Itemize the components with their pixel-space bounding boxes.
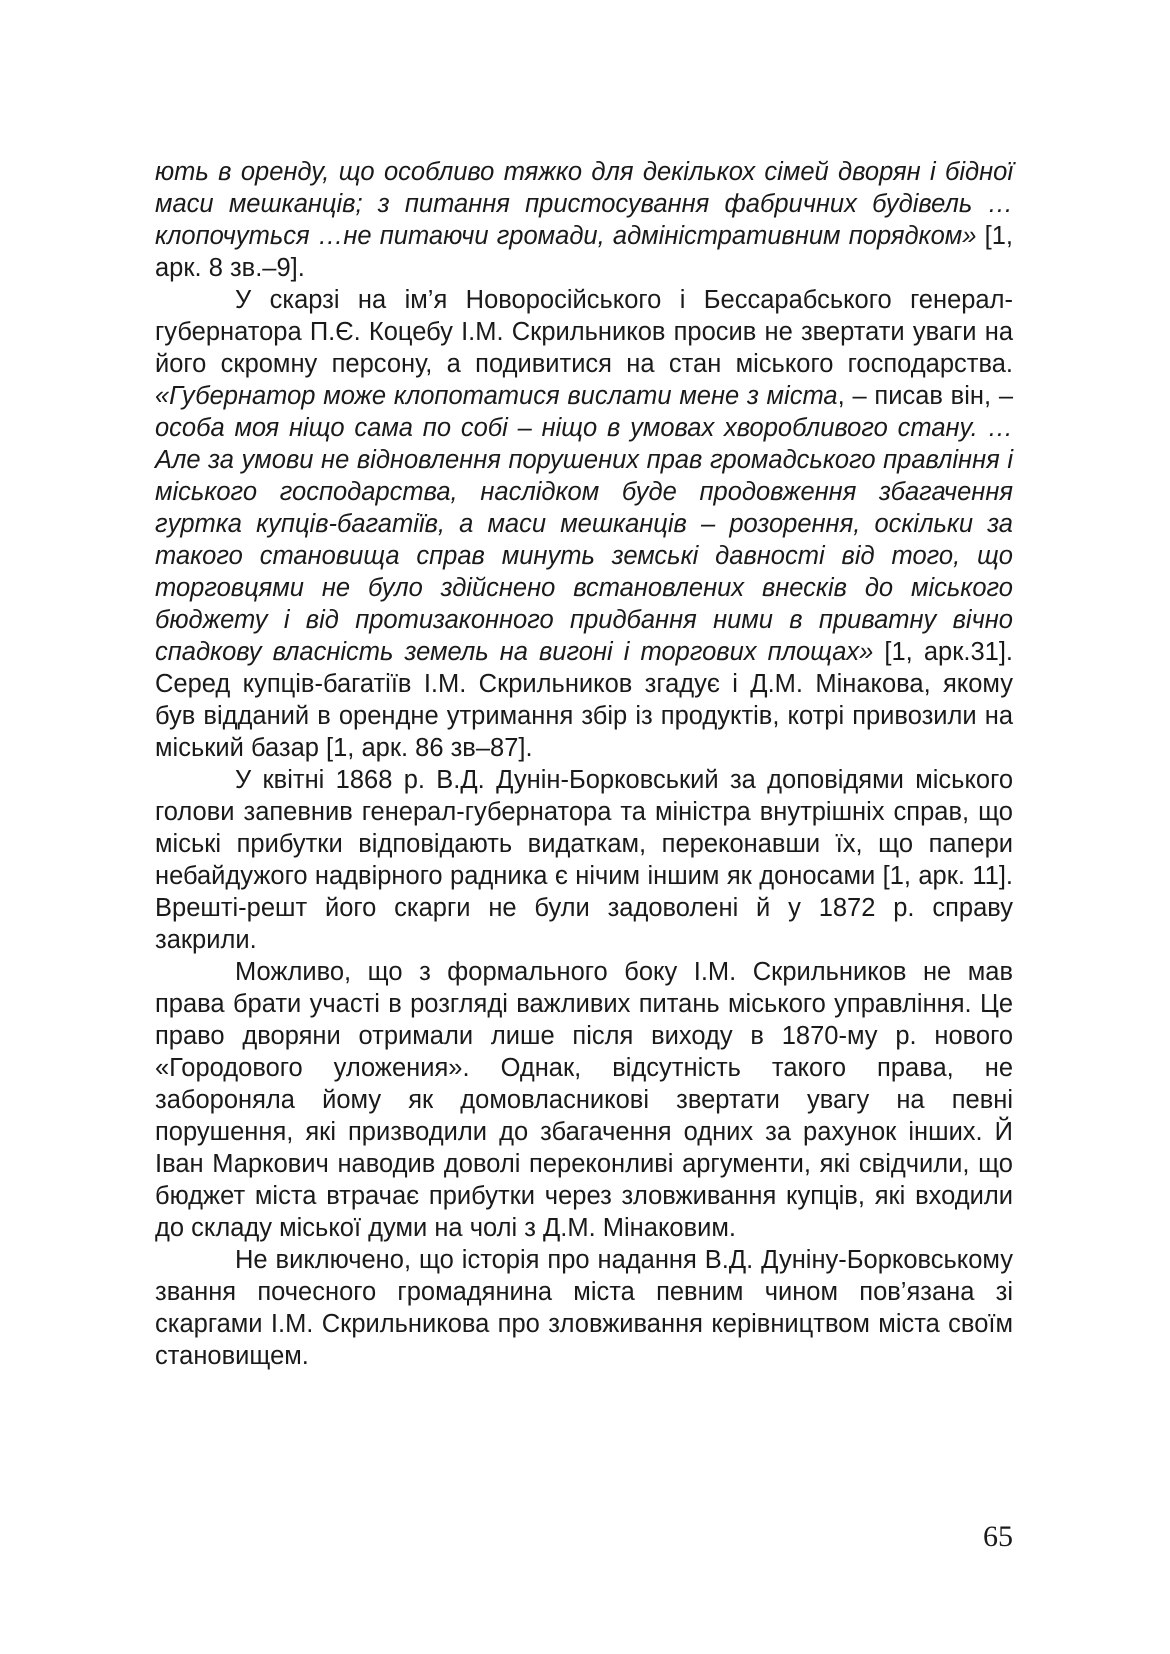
- paragraph-4: [155, 956, 1013, 1244]
- paragraph-3: [155, 764, 1013, 956]
- paragraph-text: У скарзі на ім’я Новоросійського і Бессарабського генерал-губернатора П.Є. Коцебу І.М. Скрильников просив не звертати уваги на його скромну персону, а подивитися на стан міського господарства.: [155, 286, 1013, 378]
- paragraph-1: [155, 156, 1013, 284]
- paragraph-2: [155, 284, 1013, 764]
- paragraph-text: У квітні 1868 р. В.Д. Дунін-Борковський за доповідями міського голови запевнив генерал-губернатора та міністра внутрішніх справ, що міські прибутки відповідають видаткам, переконавши їх, що папери небайдужого надвірного радника є нічим іншим як доносами [1, арк. 11]. Врешті-решт його скарги не були задоволені й у 1872 р. справу закрили.: [155, 766, 1013, 954]
- paragraph-text: [1, арк.31]. Серед купців-багатіїв І.М. Скрильников згадує і Д.М. Мінакова, якому був відданий в орендне утримання збір із продуктів, котрі привозили на міський базар [1, арк. 86 зв–87].: [155, 638, 1013, 762]
- citation: [1, арк. 8 зв.–9].: [155, 222, 1013, 282]
- quote-text: ють в оренду, що особливо тяжко для декількох сімей дворян і бідної маси мешканців; з питання пристосування фабричних будівель …клопочуться …не питаючи громади, адміністративним порядком»: [155, 158, 1013, 250]
- page-number: 65: [983, 1520, 1013, 1553]
- paragraph-text: Можливо, що з формального боку І.М. Скрильников не мав права брати участі в розгляді важливих питань міського управління. Це право дворяни отримали лише після виходу в 1870-му р. нового «Городового уложения». Однак, відсутність такого права, не забороняла йому як домовласникові звертати увагу на певні порушення, які призводили до збагачення одних за рахунок інших. Й Іван Маркович наводив доволі переконливі аргументи, які свідчили, що бюджет міста втрачає прибутки через зловживання купців, які входили до складу міської думи на чолі з Д.М. Мінаковим.: [155, 958, 1013, 1242]
- paragraph-5: [155, 1244, 1013, 1372]
- quote-text: особа моя ніщо сама по собі – ніщо в умовах хворобливого стану. …Але за умови не відновлення порушених прав громадського правління і міського господарства, наслідком буде продовження збагачення гуртка купців-багатіїв, а маси мешканців – розорення, оскільки за такого становища справ минуть земські давності від того, що торговцями не було здійснено встановлених внесків до міського бюджету і від протизаконного придбання ними в приватну вічно спадкову власність земель на вигоні і торгових площах»: [155, 414, 1013, 666]
- page-body: [155, 156, 1013, 1372]
- paragraph-text: , – писав він, –: [837, 382, 1013, 410]
- paragraph-text: Не виключено, що історія про надання В.Д. Дуніну-Борковському звання почесного громадянина міста певним чином пов’язана зі скаргами І.М. Скрильникова про зловживання керівництвом міста своїм становищем.: [155, 1246, 1013, 1370]
- quote-text: «Губернатор може клопотатися вислати мене з міста: [155, 382, 838, 410]
